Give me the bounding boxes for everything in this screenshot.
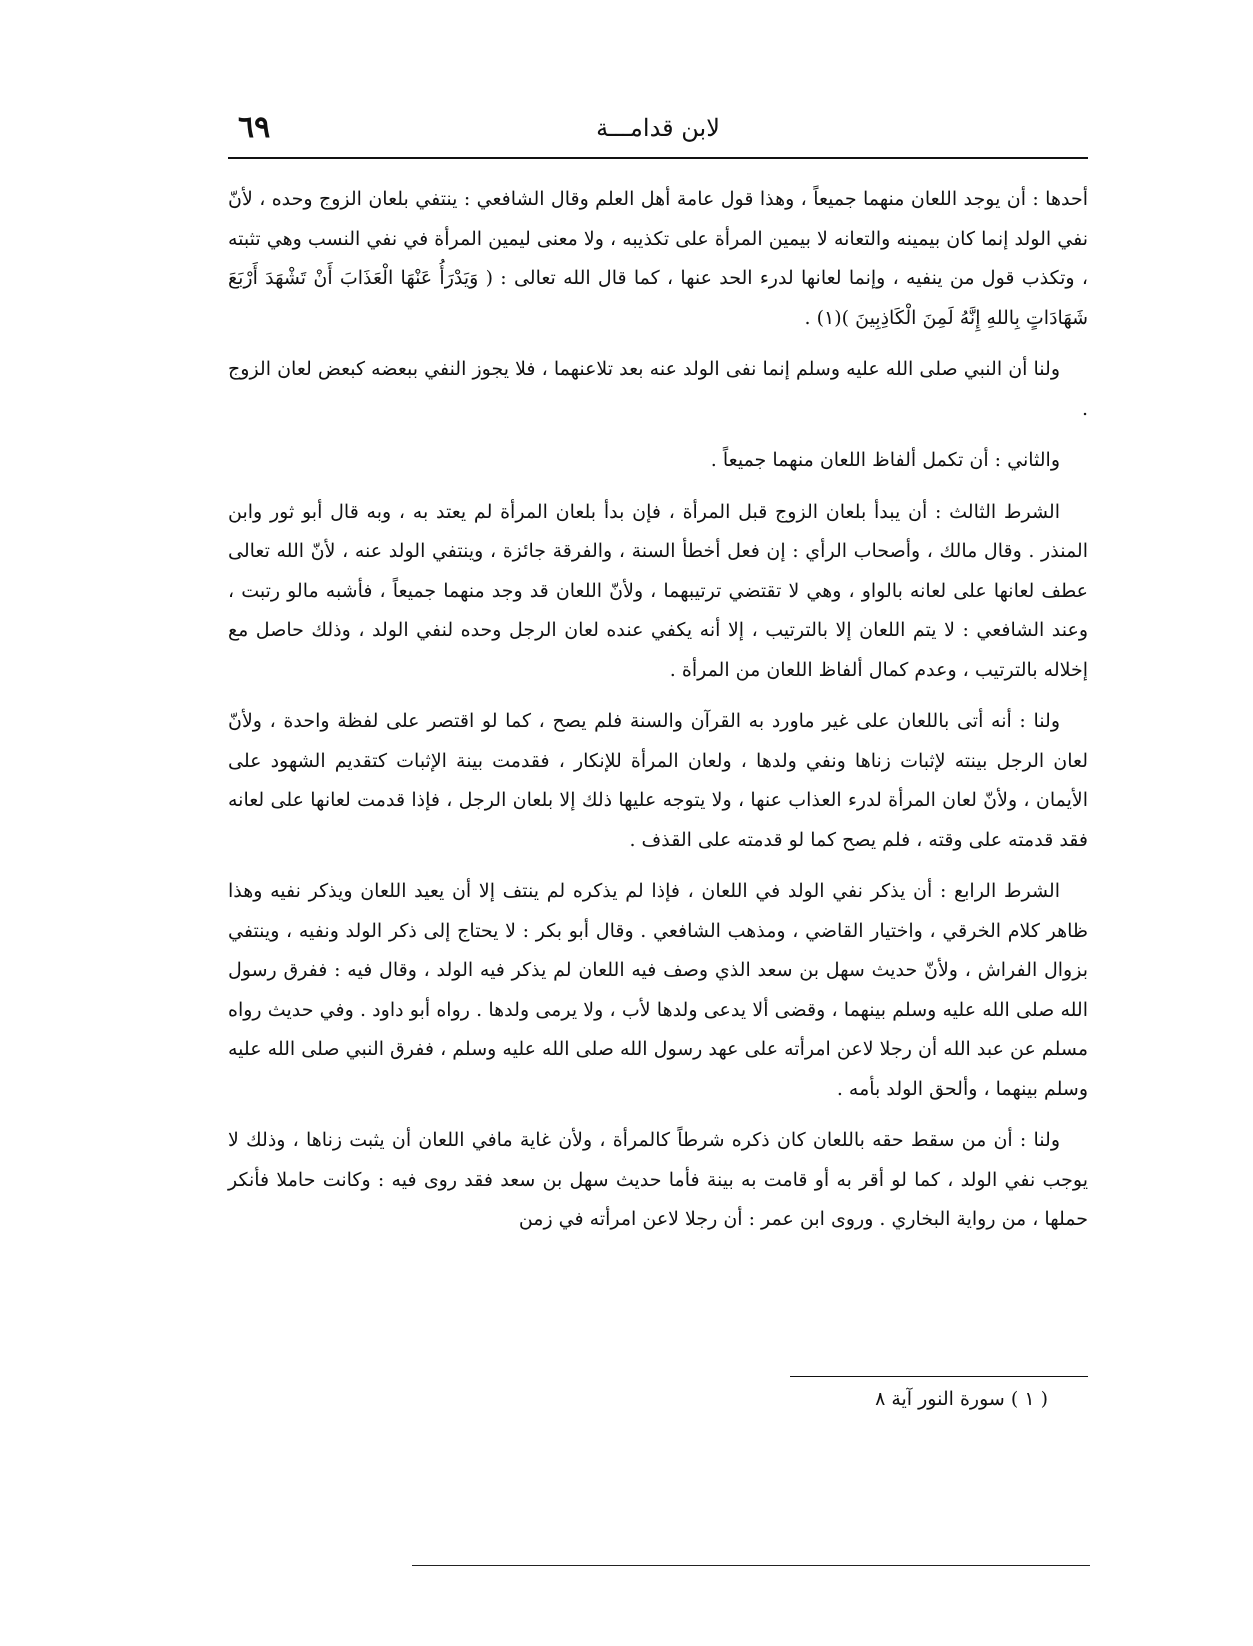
running-title: لابن قدامـــة (596, 114, 720, 142)
paragraph-1: أحدها : أن يوجد اللعان منهما جميعاً ، وهذا قول عامة أهل العلم وقال الشافعي : ينتفي بلعان الزوج وحده ، لأنّ نفي الولد إنما كان بيمينه والتعانه لا بيمين المرأة على تكذيبه ، ولا معنى ليمين المرأة في نفي النسب وهي تثبته ، وتكذب قول من ينفيه ، وإنما لعانها لدرء الحد عنها ، كما قال الله تعالى : ( وَيَدْرَأُ عَنْهَا الْعَذَابَ أَنْ تَشْهَدَ أَرْبَعَ شَهَادَاتٍ بِاللهِ إِنَّهُ لَمِنَ الْكَاذِبِينَ )(١) . (228, 188, 1088, 329)
paragraph-7: ولنا : أن من سقط حقه باللعان كان ذكره شرطاً كالمرأة ، ولأن غاية مافي اللعان أن يثبت زناها ، وذلك لا يوجب نفي الولد ، كما لو أقر به أو قامت به بينة فأما حديث سهل بن سعد فقد روى فيه : وكانت حاملا فأنكر حملها ، من رواية البخاري . وروى ابن عمر : أن رجلا لاعن امرأته في زمن (228, 1129, 1088, 1230)
page-header (228, 108, 1088, 152)
footnote-rule (790, 1376, 1088, 1377)
header-rule (228, 157, 1088, 159)
page-number: ٦٩ (238, 110, 271, 145)
paragraph-3: والثاني : أن تكمل ألفاظ اللعان منهما جميعاً . (710, 449, 1060, 471)
main-text (228, 180, 1088, 1252)
bottom-rule (412, 1565, 1090, 1566)
paragraph-2: ولنا أن النبي صلى الله عليه وسلم إنما نفى الولد عنه بعد تلاعنهما ، فلا يجوز النفي ببعضه كبعض لعان الزوج . (228, 358, 1088, 420)
paragraph-4: الشرط الثالث : أن يبدأ بلعان الزوج قبل المرأة ، فإن بدأ بلعان المرأة لم يعتد به ، وبه قال أبو ثور وابن المنذر . وقال مالك ، وأصحاب الرأي : إن فعل أخطأ السنة ، والفرقة جائزة ، وينتفي الولد عنه ، لأنّ الله تعالى عطف لعانها على لعانه بالواو ، وهي لا تقتضي ترتيبهما ، ولأنّ اللعان قد وجد منهما جميعاً ، فأشبه مالو رتبت ، وعند الشافعي : لا يتم اللعان إلا بالترتيب ، إلا أنه يكفي عنده لعان الرجل وحده لنفي الولد ، وذلك حاصل مع إخلاله بالترتيب ، وعدم كمال ألفاظ اللعان من المرأة . (228, 500, 1088, 681)
paragraph-5: ولنا : أنه أتى باللعان على غير ماورد به القرآن والسنة فلم يصح ، كما لو اقتصر على لفظة واحدة ، ولأنّ لعان الرجل بينته لإثبات زناها ونفي ولدها ، ولعان المرأة للإنكار ، فقدمت بينة الإثبات كتقديم الشهود على الأيمان ، ولأنّ لعان المرأة لدرء العذاب عنها ، ولا يتوجه عليها ذلك إلا بلعان الرجل ، فإذا قدمت لعانها على لعانه فقد قدمته على وقته ، فلم يصح كما لو قدمته على القذف . (228, 710, 1088, 851)
paragraph-6: الشرط الرابع : أن يذكر نفي الولد في اللعان ، فإذا لم يذكره لم ينتف إلا أن يعيد اللعان ويذكر نفيه وهذا ظاهر كلام الخرقي ، واختيار القاضي ، ومذهب الشافعي . وقال أبو بكر : لا يحتاج إلى ذكر الولد ونفيه ، وينتفي بزوال الفراش ، ولأنّ حديث سهل بن سعد الذي وصف فيه اللعان لم يذكر فيه الولد ، وقال فيه : ففرق رسول الله صلى الله عليه وسلم بينهما ، وقضى ألا يدعى ولدها لأب ، ولا يرمى ولدها . رواه أبو داود . وفي حديث رواه مسلم عن عبد الله أن رجلا لاعن امرأته على عهد رسول الله صلى الله عليه وسلم ، ففرق النبي صلى الله عليه وسلم بينهما ، وألحق الولد بأمه . (228, 880, 1088, 1100)
footnote: ( ١ ) سورة النور آية ٨ (875, 1388, 1048, 1410)
